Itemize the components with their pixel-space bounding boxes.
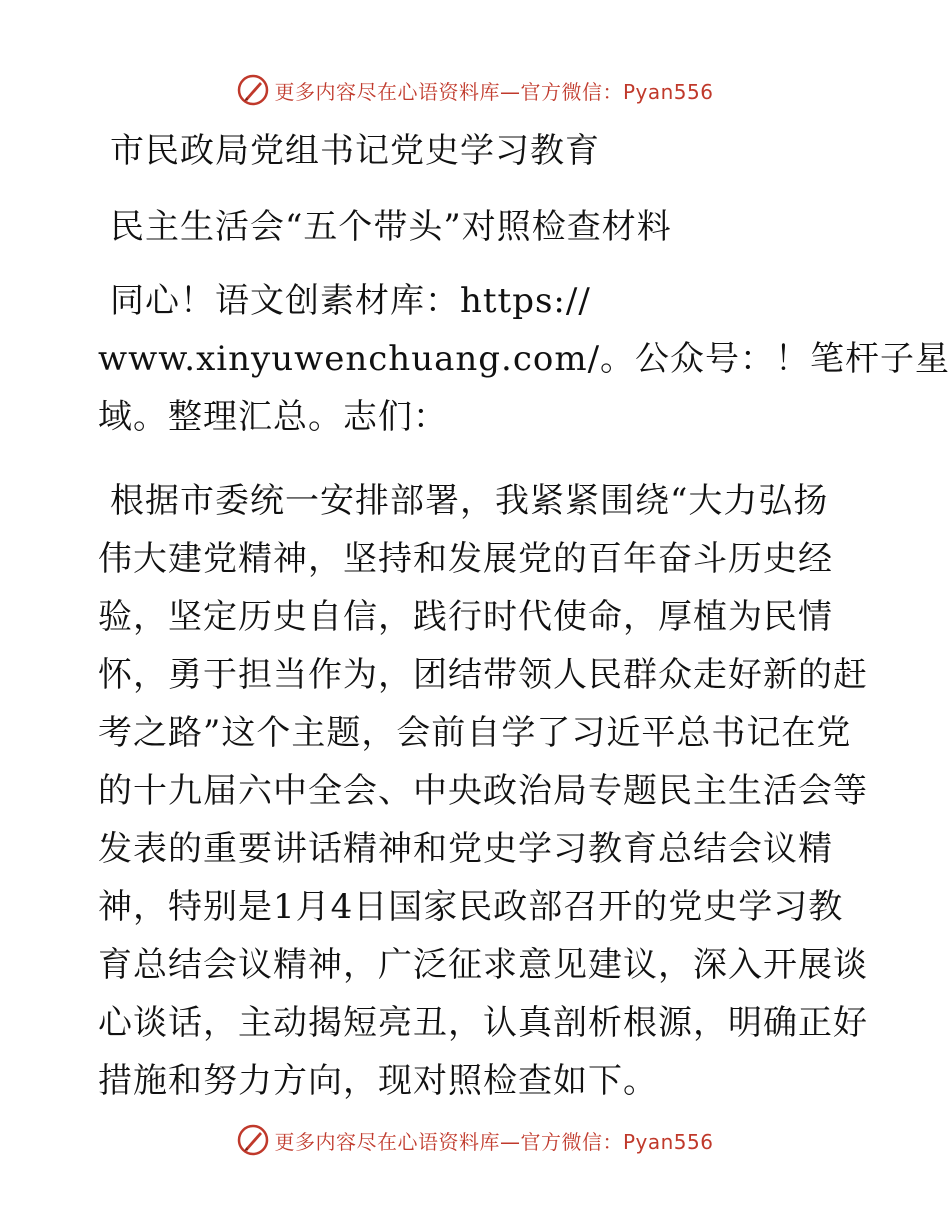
paragraph-line-10: 心谈话，主动揭短亮丑，认真剖析根源，明确正好 — [98, 1003, 868, 1043]
quill-pen-icon — [236, 73, 270, 107]
paragraph-line-5: 考之路”这个主题，会前自学了习近平总书记在党 — [98, 713, 852, 753]
paragraph-line-8: 神，特别是1月4日国家民政部召开的党史学习教 — [98, 887, 844, 927]
paragraph-line-9: 育总结会议精神，广泛征求意见建议，深入开展谈 — [98, 945, 868, 985]
footer-watermark-text: 更多内容尽在心语资料库—官方微信：Pyan556 — [274, 1129, 714, 1154]
document-title-line-1: 市民政局党组书记党史学习教育 — [110, 131, 600, 171]
footer-watermark-banner — [0, 1120, 950, 1160]
paragraph-line-7: 发表的重要讲话精神和党史学习教育总结会议精 — [98, 829, 833, 869]
paragraph-line-6: 的十九届六中全会、中央政治局专题民主生活会等 — [98, 771, 868, 811]
document-title-line-2: 民主生活会“五个带头”对照检查材料 — [110, 207, 672, 247]
paragraph-line-3: 验，坚定历史自信，践行时代使命，厚植为民情 — [98, 597, 833, 637]
paragraph-line-4: 怀，勇于担当作为，团结带领人民群众走好新的赶 — [98, 655, 868, 695]
salutation-line-2: www.xinyuwenchuang.com/。公众号：！笔杆子星 — [98, 339, 950, 379]
paragraph-line-2: 伟大建党精神，坚持和发展党的百年奋斗历史经 — [98, 539, 833, 579]
document-body — [98, 122, 950, 1110]
paragraph-line-1: 根据市委统一安排部署，我紧紧围绕“大力弘扬 — [110, 481, 829, 521]
header-watermark-banner — [0, 70, 950, 110]
salutation-line-3: 域。整理汇总。志们： — [98, 397, 448, 437]
header-watermark-text: 更多内容尽在心语资料库—官方微信：Pyan556 — [274, 79, 714, 104]
quill-pen-icon — [236, 1123, 270, 1157]
paragraph-line-11: 措施和努力方向，现对照检查如下。 — [98, 1061, 658, 1101]
salutation-line-1: 同心！语文创素材库：https:// — [110, 281, 591, 321]
